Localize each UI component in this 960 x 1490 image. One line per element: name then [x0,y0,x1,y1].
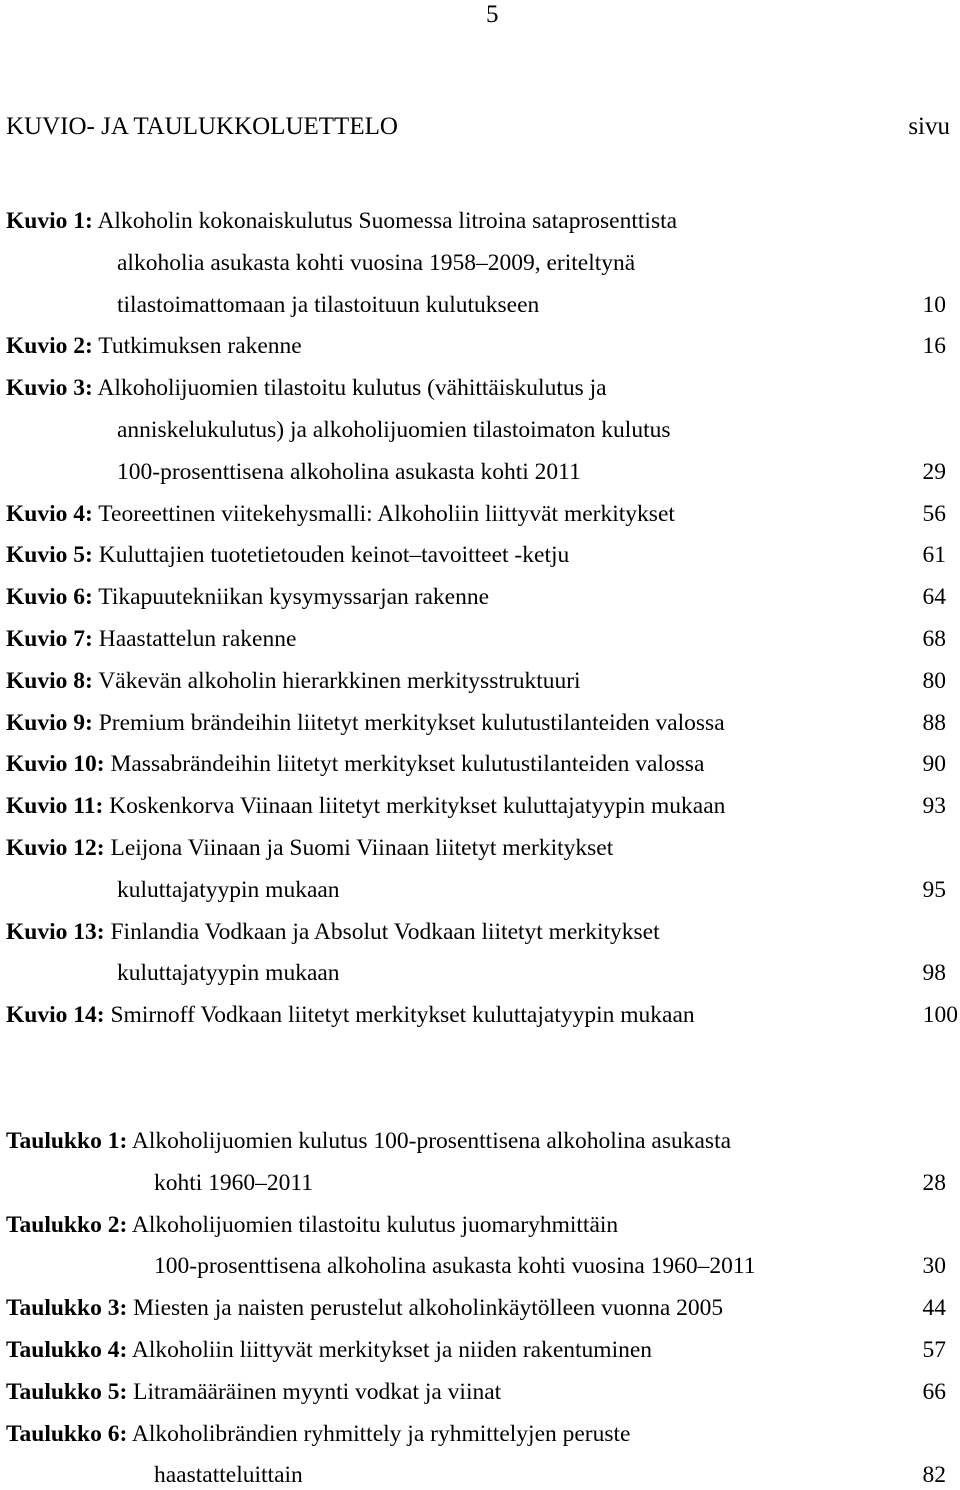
table-entry-page-number: 57 [922,1337,946,1363]
page-title: KUVIO- JA TAULUKKOLUETTELO [6,113,398,140]
table-entry-text: Alkoholibrändien ryhmittely ja ryhmittelyjen peruste [131,1420,631,1447]
figure-entry-text: anniskelukulutus) ja alkoholijuomien tilastoimaton kulutus [117,417,671,443]
table-entry-continuation [6,1460,946,1490]
figure-entry-page-number: 93 [922,793,946,820]
figure-entry-label: Kuvio 10: [6,751,105,778]
figure-entry-text: kuluttajatyypin mukaan [117,876,340,903]
figure-entry-label: Kuvio 4: [6,500,93,527]
figure-entry-label: Kuvio 8: [6,667,93,694]
figure-entry [6,373,946,403]
figure-entry-label: Kuvio 13: [6,918,105,945]
figure-entry-text: Alkoholijuomien tilastoitu kulutus (vähittäiskulutus ja [97,375,607,402]
figure-entry-continuation [6,415,946,445]
figure-entry-label: Kuvio 14: [6,1002,105,1029]
table-entry-label: Taulukko 5: [6,1378,128,1405]
figure-entry [6,791,946,821]
figure-entry-continuation [6,457,946,487]
table-entry-label: Taulukko 3: [6,1295,128,1322]
table-entry [6,1126,946,1156]
figure-entry-text: 100-prosenttisena alkoholina asukasta kohti 2011 [117,458,581,485]
figure-entry-text: Teoreettinen viitekehysmalli: Alkoholiin liittyvät merkitykset [98,500,675,527]
page-number: 5 [486,1,499,28]
figure-entry-label: Kuvio 11: [6,793,104,820]
figure-entry [6,206,946,236]
figure-entry-continuation [6,248,946,278]
figure-entry-label: Kuvio 1: [6,208,93,234]
table-entry-text: Litramääräinen myynti vodkat ja viinat [133,1378,502,1405]
figure-entry-continuation [6,958,946,988]
figure-entry [6,708,946,738]
figure-entry-text: Tikapuutekniikan kysymyssarjan rakenne [98,584,490,611]
figure-entry-text: Finlandia Vodkaan ja Absolut Vodkaan liitetyt merkitykset [110,918,660,945]
figure-entry [6,499,946,529]
figure-entry-page-number: 10 [922,291,946,318]
figure-entry-text: Alkoholin kokonaiskulutus Suomessa litroina sataprosenttista [97,208,678,234]
figure-entry-continuation [6,875,946,905]
figure-entry-page-number: 90 [922,751,946,778]
figure-entry-label: Kuvio 9: [6,709,93,736]
table-entry-label: Taulukko 2: [6,1211,128,1238]
figure-entry [6,624,946,654]
figure-entry-page-number: 80 [922,667,946,694]
table-entry-page-number: 66 [922,1378,946,1405]
table-entry [6,1293,946,1323]
figure-entry-label: Kuvio 2: [6,333,93,360]
table-entry-label: Taulukko 1: [6,1128,128,1154]
figure-entry-page-number: 100 [922,1002,958,1029]
figure-entry [6,917,946,947]
table-entry-continuation [6,1168,946,1198]
table-entry-label: Taulukko 6: [6,1420,128,1447]
figure-entry-page-number: 29 [922,458,946,485]
figure-entry [6,1000,958,1030]
table-entry-page-number: 28 [922,1169,946,1196]
figure-entry-text: kuluttajatyypin mukaan [117,960,340,987]
figure-entry-label: Kuvio 5: [6,542,93,569]
figure-entry [6,582,946,612]
figure-entry-page-number: 98 [922,960,946,987]
table-entry [6,1419,946,1449]
figure-entry-page-number: 61 [922,542,946,569]
figure-entry-label: Kuvio 3: [6,375,93,402]
table-entry-page-number: 30 [922,1253,946,1280]
figure-entry-continuation [6,290,946,320]
table-entry-text: Alkoholiin liittyvät merkitykset ja niiden rakentuminen [131,1337,653,1363]
figure-entry [6,749,946,779]
figure-entry-text: Smirnoff Vodkaan liitetyt merkitykset kuluttajatyypin mukaan [110,1002,695,1029]
table-entry-text: kohti 1960–2011 [154,1169,314,1196]
table-entry-text: Alkoholijuomien kulutus 100-prosenttisena alkoholina asukasta [131,1128,732,1154]
figure-entry [6,331,946,361]
table-entry-continuation [6,1251,946,1281]
figure-entry-label: Kuvio 7: [6,626,93,652]
figure-entry-label: Kuvio 12: [6,835,105,861]
figure-entry-page-number: 64 [922,584,946,611]
figure-entry [6,540,946,570]
figure-entry-text: Massabrändeihin liitetyt merkitykset kulutustilanteiden valossa [110,751,705,778]
figure-entry-text: Leijona Viinaan ja Suomi Viinaan liitetyt merkitykset [110,835,614,861]
figure-entry-text: alkoholia asukasta kohti vuosina 1958–2009, eriteltynä [117,249,636,276]
table-entry-text: Alkoholijuomien tilastoitu kulutus juomaryhmittäin [131,1211,619,1238]
table-entry-label: Taulukko 4: [6,1337,128,1363]
figure-entry-text: Väkevän alkoholin hierarkkinen merkitysstruktuuri [98,667,581,694]
figure-entry-page-number: 88 [922,709,946,736]
figure-entry-page-number: 56 [922,500,946,527]
table-entry-text: Miesten ja naisten perustelut alkoholinkäytölleen vuonna 2005 [133,1295,724,1322]
figure-entry-page-number: 95 [922,876,946,903]
figure-entry-label: Kuvio 6: [6,584,93,611]
table-entry [6,1377,946,1407]
figure-entry-text: tilastoimattomaan ja tilastoituun kulutukseen [117,291,540,318]
table-entry [6,1335,946,1365]
figure-entry [6,833,946,863]
figure-entry-text: Premium brändeihin liitetyt merkitykset kulutustilanteiden valossa [98,709,725,736]
figure-entry [6,666,946,696]
page-column-label: sivu [908,113,950,140]
table-entry-text: haastatteluittain [154,1462,303,1489]
table-entry [6,1210,946,1240]
figure-entry-page-number: 16 [922,333,946,360]
figure-entry-text: Tutkimuksen rakenne [98,333,302,360]
table-entry-page-number: 44 [922,1295,946,1322]
table-entry-page-number: 82 [922,1462,946,1489]
figure-entry-page-number: 68 [922,626,946,652]
table-entry-text: 100-prosenttisena alkoholina asukasta kohti vuosina 1960–2011 [154,1253,756,1280]
figure-entry-text: Koskenkorva Viinaan liitetyt merkitykset kuluttajatyypin mukaan [109,793,726,820]
figure-entry-text: Kuluttajien tuotetietouden keinot–tavoitteet -ketju [98,542,570,569]
figure-entry-text: Haastattelun rakenne [98,626,297,652]
toc-header [6,111,950,143]
